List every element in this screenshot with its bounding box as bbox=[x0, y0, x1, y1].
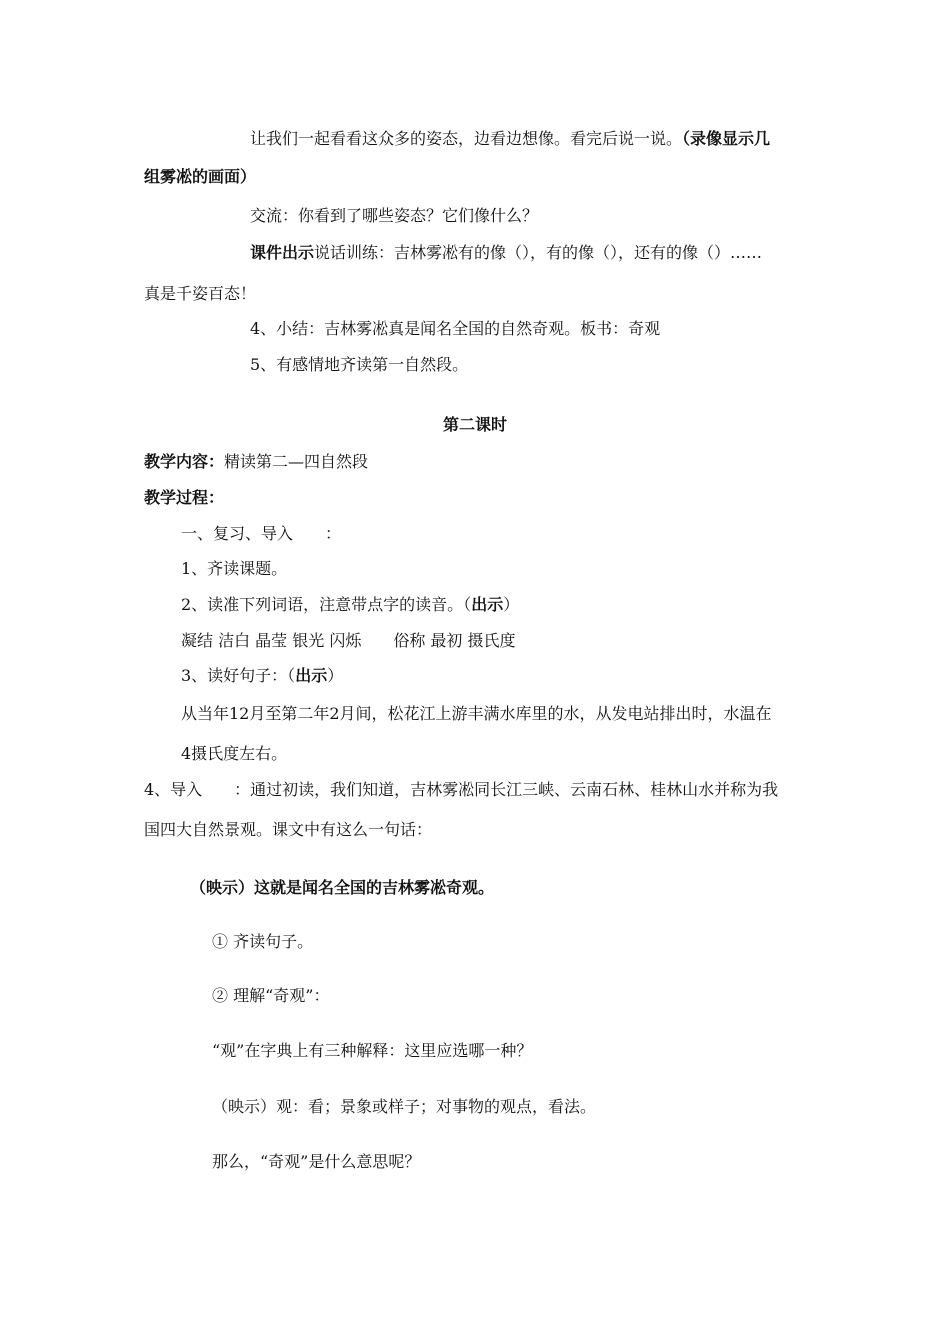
courseware-label: 课件出示 bbox=[250, 243, 315, 262]
step-introduction-line-1: 4、导入 ：通过初读，我们知道，吉林雾凇同长江三峡、云南石林、桂林山水并称为我 bbox=[144, 780, 779, 799]
item-understand-qiguan: ② 理解“奇观”： bbox=[212, 986, 330, 1005]
step-introduction-line-2: 国四大自然景观。课文中有这么一句话： bbox=[144, 820, 433, 839]
step-review: 一、复习、导入 ： bbox=[181, 524, 342, 543]
quoted-sentence: （映示）这就是闻名全国的吉林雾凇奇观。 bbox=[190, 878, 495, 897]
sentence-line-1: 从当年12月至第二年2月间，松花江上游丰满水库里的水，从发电站排出时，水温在 bbox=[181, 704, 772, 723]
step-read-words: 2、读准下列词语，注意带点字的读音。（出示） bbox=[181, 595, 520, 614]
item-read-sentence: ① 齐读句子。 bbox=[212, 932, 314, 951]
paragraph-speaking-practice: 课件出示说话训练：吉林雾凇有的像（），有的像（），还有的像（）…… bbox=[250, 243, 763, 262]
item-meanings-shown: （映示）观：看；景象或样子；对事物的观点，看法。 bbox=[212, 1097, 597, 1116]
teaching-content: 教学内容：精读第二—四自然段 bbox=[144, 452, 369, 471]
section-heading: 第二课时 bbox=[442, 415, 507, 434]
sentence-line-2: 4摄氏度左右。 bbox=[181, 744, 288, 763]
speaking-practice-continued: 真是千姿百态！ bbox=[144, 284, 257, 303]
paragraph-summary: 4、小结：吉林雾凇真是闻名全国的自然奇观。板书：奇观 bbox=[250, 319, 661, 338]
item-dictionary-meanings: “观”在字典上有三种解释：这里应选哪一种？ bbox=[212, 1041, 533, 1060]
video-note: （录像显示几 bbox=[682, 129, 771, 148]
item-question-meaning: 那么，“奇观”是什么意思呢？ bbox=[212, 1152, 421, 1171]
teaching-process-label: 教学过程： bbox=[144, 488, 225, 507]
step-read-sentence: 3、读好句子：（出示） bbox=[181, 666, 344, 685]
paragraph-video-intro: 让我们一起看看这众多的姿态，边看边想像。看完后说一说。（录像显示几 bbox=[250, 129, 771, 148]
teaching-content-label: 教学内容： bbox=[144, 452, 225, 471]
paragraph-exchange: 交流：你看到了哪些姿态？它们像什么？ bbox=[250, 206, 539, 225]
word-list: 凝结 洁白 晶莹 银光 闪烁 俗称 最初 摄氏度 bbox=[181, 631, 516, 650]
step-read-title: 1、齐读课题。 bbox=[181, 559, 288, 578]
video-note-continued: 组雾凇的画面） bbox=[144, 167, 257, 186]
paragraph-read-aloud: 5、有感情地齐读第一自然段。 bbox=[250, 355, 469, 374]
